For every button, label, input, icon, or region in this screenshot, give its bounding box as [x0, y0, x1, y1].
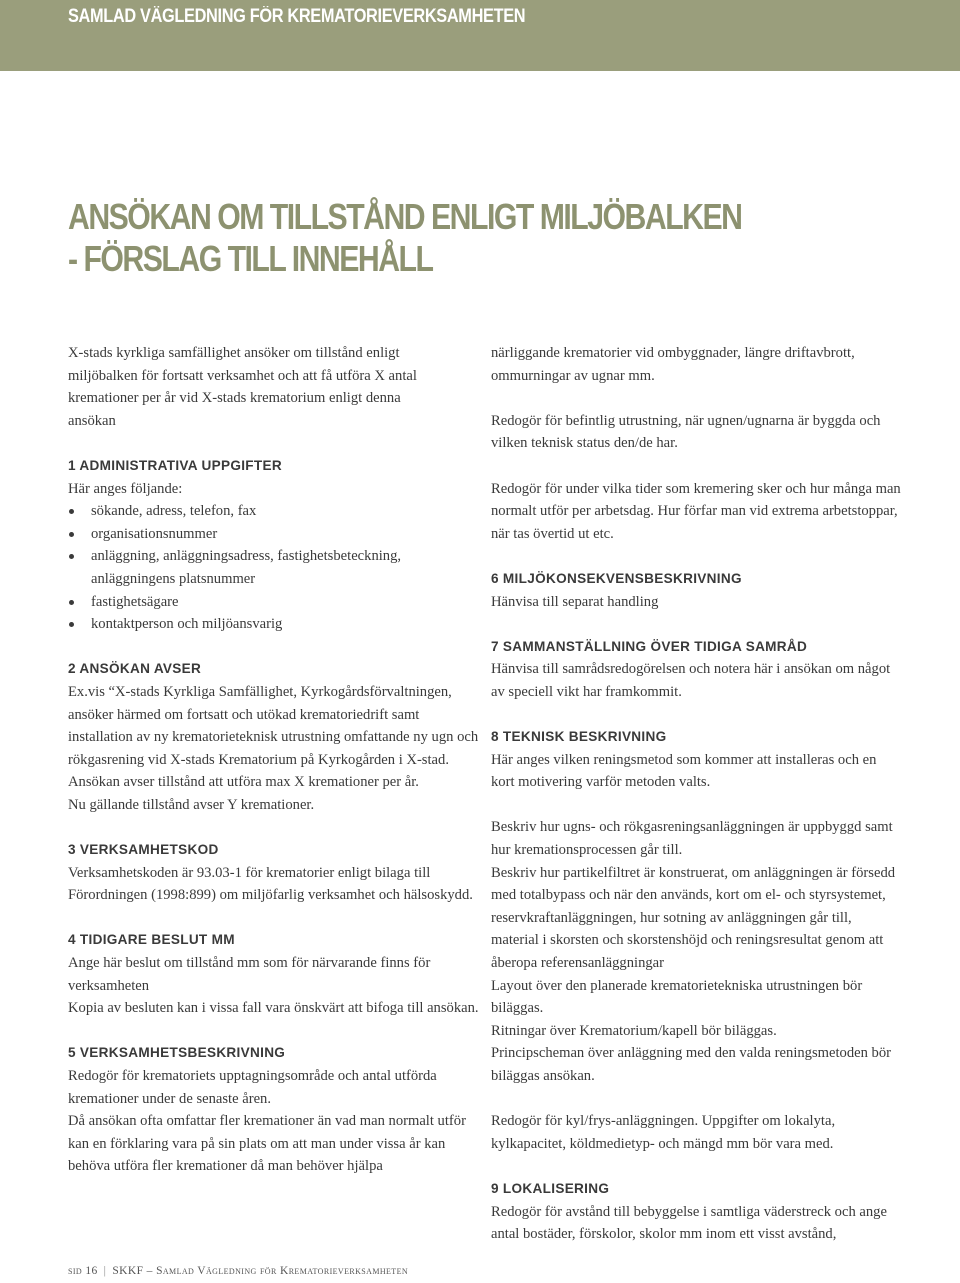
- list-item: anläggning, anläggningsadress, fastighetsbeteckning, anläggningens platsnummer: [68, 545, 480, 590]
- intro-paragraph: X-stads kyrkliga samfällighet ansöker om tillstånd enligt miljöbalken för fortsatt verksamhet och att få utföra X antal kremationer per år vid X-stads krematorium enligt denna ansökan: [68, 345, 417, 429]
- section-6-paragraph: Hänvisa till separat handling: [491, 593, 659, 610]
- section-8-paragraph: Layout över den planerade krematorietekniska utrustningen bör biläggas.: [491, 977, 863, 1017]
- section-1-heading: 1 ADMINISTRATIVA UPPGIFTER: [68, 457, 282, 473]
- section-5-paragraph: Då ansökan ofta omfattar fler kremationer än vad man normalt utför kan en förklaring vara på sin plats om att man under vissa år kan behöva utföra fler kremationer då man behöver hjälpa: [68, 1113, 466, 1175]
- section-1-lead: Här anges följande:: [68, 480, 183, 497]
- section-8-paragraph: Ritningar över Krematorium/kapell bör biläggas.: [491, 1022, 777, 1039]
- section-2-paragraph: Nu gällande tillstånd avser Y kremationer.: [68, 796, 315, 813]
- section-6-heading: 6 MILJÖKONSEKVENSBESKRIVNING: [491, 570, 742, 586]
- section-8-paragraph: Redogör för kyl/frys-anläggningen. Uppgifter om lokalyta, kylkapacitet, köldmedietyp- och mängd mm bör vara med.: [491, 1113, 836, 1152]
- section-4-paragraph: Kopia av besluten kan i vissa fall vara önskvärt att bifoga till ansökan.: [68, 1000, 479, 1017]
- section-7-paragraph: Hänvisa till samrådsredogörelsen och notera här i ansökan om något av speciell vikt har framkommit.: [491, 661, 891, 700]
- section-3-paragraph: Verksamhetskoden är 93.03-1 för krematorier enligt bilaga till Förordningen (1998:899) om miljöfarlig verksamhet och hälsoskydd.: [68, 864, 473, 904]
- page-number: sid 16: [68, 1265, 98, 1277]
- section-3-heading: 3 VERKSAMHETSKOD: [68, 842, 219, 858]
- right-column: [491, 342, 901, 1246]
- section-5-heading: 5 VERKSAMHETSBESKRIVNING: [68, 1045, 286, 1061]
- header-bar: [0, 0, 960, 71]
- page-title-line-2: - FÖRSLAG TILL INNEHÅLL: [68, 238, 433, 279]
- list-item: sökande, adress, telefon, fax: [68, 500, 480, 523]
- list-item: kontaktperson och miljöansvarig: [68, 613, 480, 636]
- section-5-paragraph: Redogör för krematoriets upptagningsområde och antal utförda kremationer under de senaste åren.: [68, 1068, 437, 1107]
- section-8-paragraph: Här anges vilken reningsmetod som kommer att installeras och en kort motivering varför metoden valts.: [491, 751, 877, 791]
- section-9-paragraph: Redogör för avstånd till bebyggelse i samtliga väderstreck och ange antal bostäder, förskolor, skolor mm inom ett visst avstånd,: [491, 1203, 887, 1243]
- section-1-list: [68, 500, 480, 636]
- list-item: fastighetsägare: [68, 591, 480, 614]
- footer-org: SKKF – Samlad Vägledning för Krematorieverksamheten: [112, 1265, 409, 1277]
- section-8-heading: 8 TEKNISK BESKRIVNING: [491, 729, 667, 745]
- page-title: [68, 196, 741, 280]
- section-4-paragraph: Ange här beslut om tillstånd mm som för närvarande finns för verksamheten: [68, 955, 431, 994]
- section-5-paragraph: närliggande krematorier vid ombyggnader, längre driftavbrott, ommurningar av ugnar mm.: [491, 345, 855, 384]
- footer-divider: |: [103, 1265, 107, 1277]
- section-9-heading: 9 LOKALISERING: [491, 1180, 610, 1196]
- section-8-paragraph: Beskriv hur partikelfiltret är konstruerat, om anläggningen är försedd med totalbypass och när den används, kort om el- och styrsystemet, reservkraftanläggningen, hur sotning av anläggningen går till, material i skorsten och skorstenshöjd och reningsresultat genom att åberopa referensanläggningar: [491, 864, 896, 972]
- section-2-heading: 2 ANSÖKAN AVSER: [68, 661, 202, 677]
- page-title-line-1: ANSÖKAN OM TILLSTÅND ENLIGT MILJÖBALKEN: [68, 196, 742, 237]
- section-5-paragraph: Redogör för befintlig utrustning, när ugnen/ugnarna är byggda och vilken teknisk status den/de har.: [491, 412, 881, 452]
- section-7-heading: 7 SAMMANSTÄLLNING ÖVER TIDIGA SAMRÅD: [491, 638, 808, 654]
- left-column: [68, 342, 480, 1178]
- header-title: SAMLAD VÄGLEDNING FÖR KREMATORIEVERKSAMHETEN: [68, 6, 526, 27]
- section-8-paragraph: Beskriv hur ugns- och rökgasreningsanläggningen är uppbyggd samt hur kremationsprocessen går till.: [491, 819, 893, 859]
- section-5-paragraph: Redogör för under vilka tider som kremering sker och hur många man normalt utför per arbetsdag. Hur förfar man vid extrema arbetstoppar, när tas övertid ut etc.: [491, 480, 901, 542]
- section-4-heading: 4 TIDIGARE BESLUT MM: [68, 932, 235, 948]
- section-2-paragraph: Ansökan avser tillstånd att utföra max X kremationer per år.: [68, 774, 419, 791]
- list-item: organisationsnummer: [68, 523, 480, 546]
- section-8-paragraph: Principscheman över anläggning med den valda reningsmetoden bör biläggas ansökan.: [491, 1045, 891, 1084]
- section-2-paragraph: Ex.vis “X-stads Kyrkliga Samfällighet, Kyrkogårdsförvaltningen, ansöker härmed om fortsatt och utökad krematoriedrift samt installation av ny krematorieteknisk utrustning omfattande ny ugn och rökgasrening vid X-stads Krematorium på Kyrkogården i X-stad.: [68, 683, 479, 768]
- page-footer: [68, 1265, 408, 1277]
